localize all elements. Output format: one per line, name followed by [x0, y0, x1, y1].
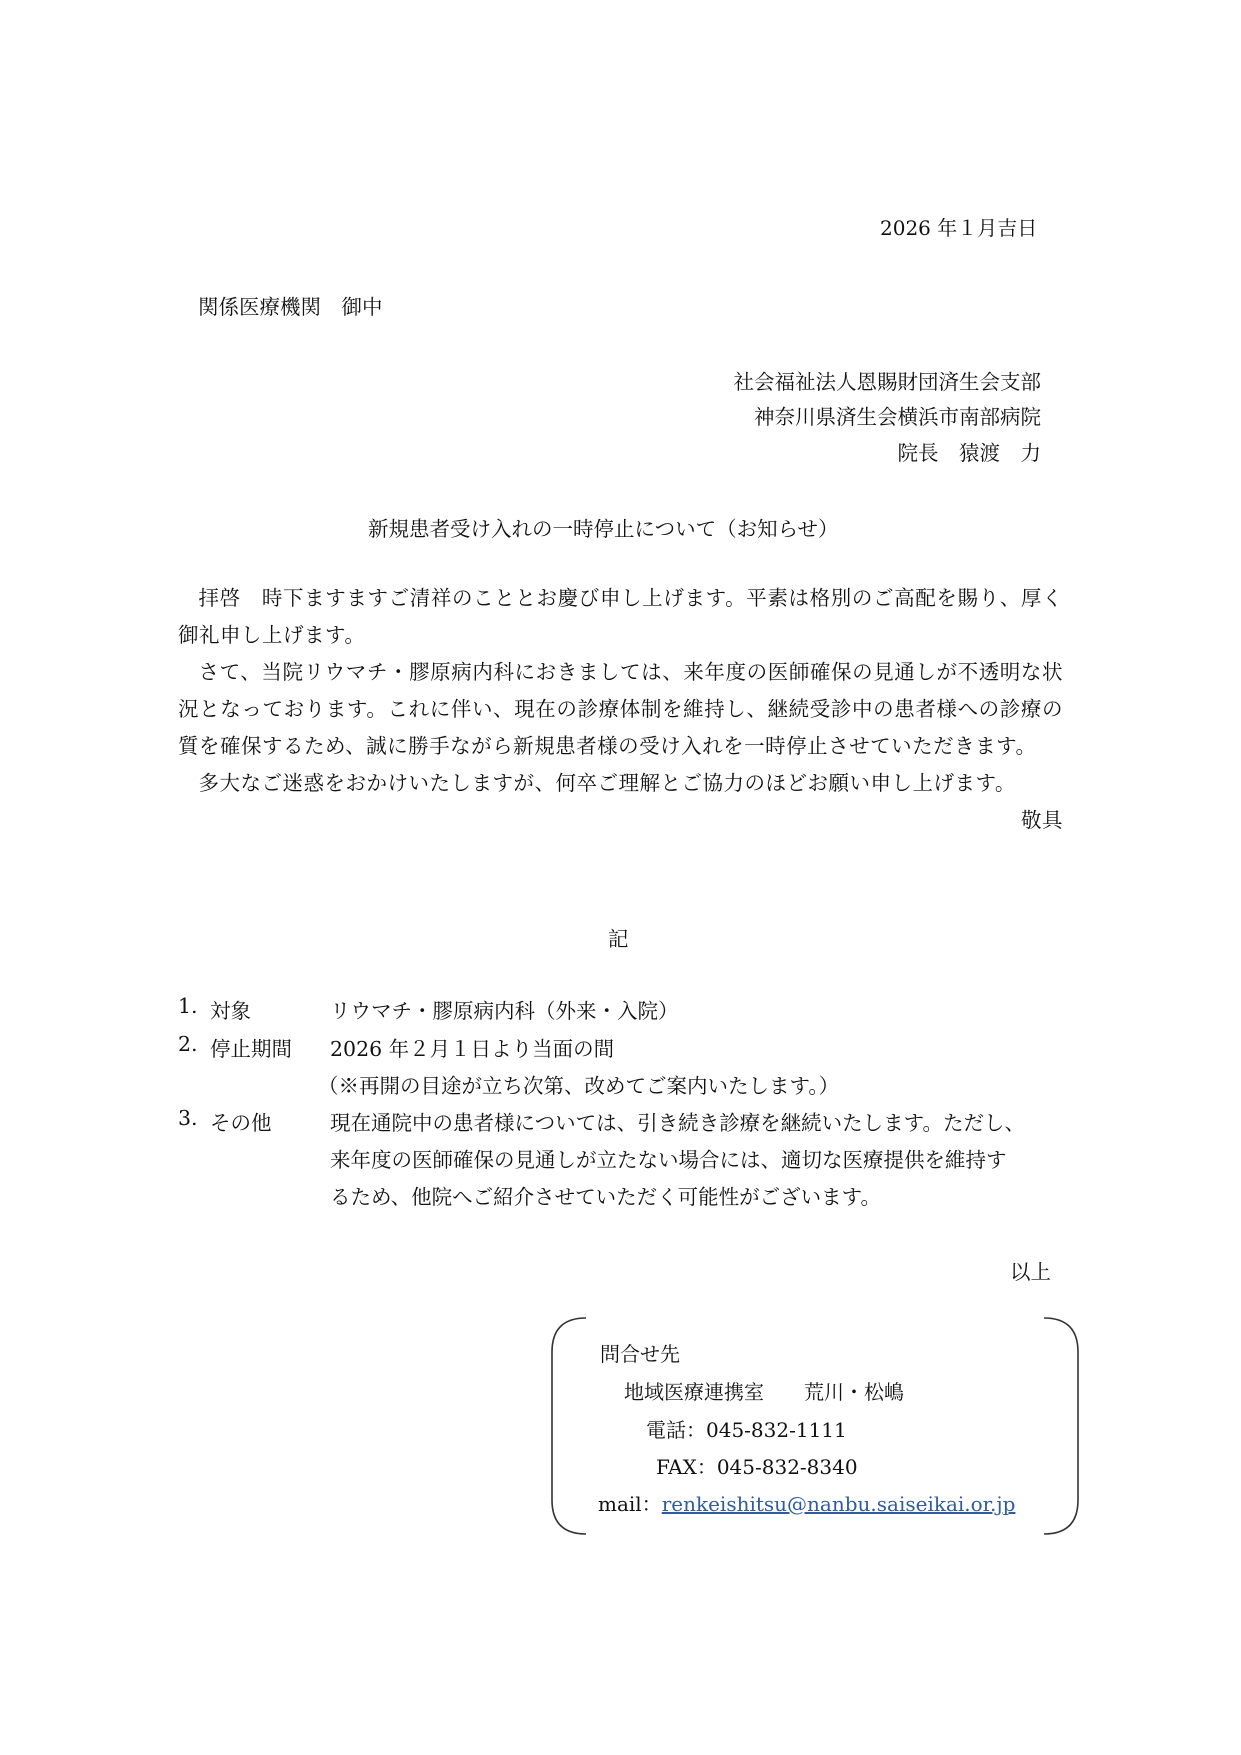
item-number: 1. [178, 994, 198, 1018]
sender-hospital: 神奈川県済生会横浜市南部病院 [754, 405, 1041, 429]
item-label: 停止期間 [210, 1037, 292, 1061]
contact-box [550, 1316, 1080, 1536]
body-paragraph-request: 多大なご迷惑をおかけいたしますが、何卒ご理解とご協力のほどお願い申し上げます。 [198, 771, 1016, 795]
item-value: 現在通院中の患者様については、引き続き診療を継続いたします。ただし、 [330, 1111, 1025, 1135]
item-value: リウマチ・膠原病内科（外来・入院） [330, 999, 679, 1023]
document-date: 2026 年１月吉日 [880, 216, 1038, 240]
item-value: 2026 年２月１日より当面の間 [330, 1037, 615, 1061]
recipient: 関係医療機関 御中 [198, 295, 383, 319]
contact-heading: 問合せ先 [600, 1342, 680, 1366]
ijou: 以上 [1010, 1260, 1051, 1284]
body-paragraph-main: さて、当院リウマチ・膠原病内科におきましては、来年度の医師確保の見通しが不透明な状況となっております。これに伴い、現在の診療体制を維持し、継続受診中の患者様への診療の質を確保するため、誠に勝手ながら新規患者様の受け入れを一時停止させていただきます。 [178, 660, 1063, 758]
sender-organization: 社会福祉法人恩賜財団済生会支部 [733, 370, 1041, 394]
item-number: 3. [178, 1106, 198, 1130]
item-label: その他 [210, 1111, 272, 1135]
document-title: 新規患者受け入れの一時停止について（お知らせ） [368, 517, 839, 541]
contact-mail-label: mail： [598, 1492, 662, 1516]
sender-director: 院長 猿渡 力 [897, 441, 1041, 465]
contact-mail-link[interactable]: renkeishitsu@nanbu.saiseikai.or.jp [661, 1492, 1016, 1516]
item-label: 対象 [210, 999, 251, 1023]
contact-mail [598, 1488, 1015, 1517]
body-text [178, 580, 1063, 839]
item-value: 来年度の医師確保の見通しが立たない場合には、適切な医療提供を維持す [330, 1148, 1007, 1172]
item-value: （※再開の目途が立ち次第、改めてご案内いたします。） [318, 1074, 840, 1098]
ki-heading: 記 [608, 927, 629, 951]
contact-department: 地域医療連携室 荒川・松嶋 [624, 1380, 904, 1404]
contact-fax: FAX：045-832-8340 [656, 1455, 858, 1479]
closing-keigu: 敬具 [1021, 808, 1063, 832]
body-paragraph-greeting: 拝啓 時下ますますご清祥のこととお慶び申し上げます。平素は格別のご高配を賜り、厚く御礼申し上げます。 [178, 586, 1063, 647]
item-value: るため、他院へご紹介させていただく可能性がございます。 [330, 1185, 882, 1209]
item-number: 2. [178, 1032, 198, 1056]
contact-phone: 電話：045-832-1111 [646, 1418, 847, 1442]
